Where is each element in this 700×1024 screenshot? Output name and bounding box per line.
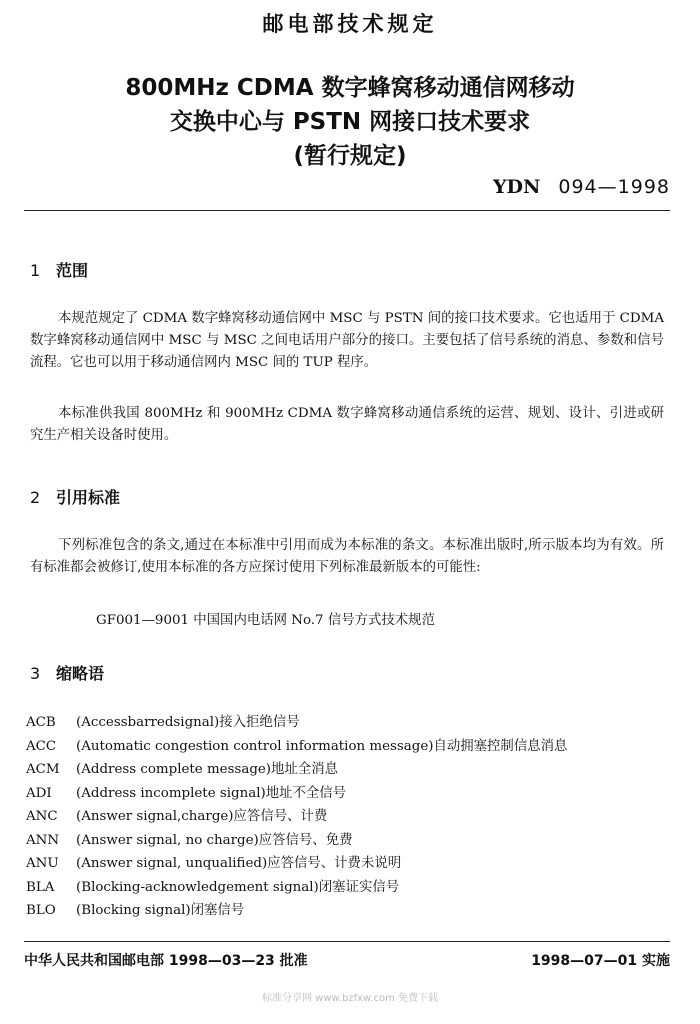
abbreviation-item (26, 758, 567, 782)
section-title: 引用标准 (56, 488, 121, 507)
references-paragraph: 下列标准包含的条文,通过在本标准中引用而成为本标准的条文。本标准出版时,所示版本均为有效。所有标准都会被修订,使用本标准的各方应探讨使用下列标准最新版本的可能性: (30, 538, 664, 575)
document-title-line-1: 800MHz CDMA 数字蜂窝移动通信网移动 (125, 75, 575, 101)
scope-paragraph-2: 本标准供我国 800MHz 和 900MHz CDMA 数字蜂窝移动通信系统的运营、规划、设计、引进或研究生产相关设备时使用。 (30, 406, 664, 443)
referenced-standard: GF001—9001 中国国内电话网 No.7 信号方式技术规范 (96, 613, 435, 628)
abbreviation-definition: (Address incomplete signal)地址不全信号 (76, 785, 347, 801)
footer-divider (24, 941, 670, 942)
abbreviation-item (26, 735, 567, 759)
section-heading-references (30, 485, 120, 508)
abbreviation-definition: (Answer signal, unqualified)应答信号、计费未说明 (76, 856, 402, 871)
section-number: 2 (30, 488, 41, 507)
abbreviation-definition: (Blocking signal)闭塞信号 (76, 903, 245, 918)
document-title-line-3: (暂行规定) (293, 143, 407, 169)
abbreviation-item (26, 876, 567, 900)
header-divider (24, 210, 670, 211)
approval-note: 中华人民共和国邮电部 1998—03—23 批准 (24, 953, 308, 969)
abbreviation-code: BLO (26, 903, 56, 918)
implementation-date: 1998—07—01 实施 (531, 953, 670, 969)
section-heading-abbreviations (30, 661, 104, 684)
abbreviation-definition: (Address complete message)地址全消息 (76, 762, 338, 777)
standard-number-value: 094—1998 (558, 176, 670, 198)
abbreviation-code: ANU (26, 856, 59, 871)
section-heading-scope (30, 258, 88, 281)
abbreviation-list (26, 711, 567, 923)
abbreviation-code: ACC (26, 738, 57, 754)
abbreviation-code: ANN (26, 832, 60, 848)
abbreviation-code: ACM (26, 762, 60, 777)
abbreviation-code: ACB (26, 715, 56, 730)
abbreviation-item (26, 782, 567, 806)
section-number: 1 (30, 261, 41, 280)
section-title: 缩略语 (56, 664, 105, 683)
abbreviation-item (26, 829, 567, 853)
abbreviation-code: BLA (26, 879, 55, 895)
abbreviation-item (26, 852, 567, 876)
document-title-line-2: 交换中心与 PSTN 网接口技术要求 (169, 109, 531, 135)
section-number: 3 (30, 664, 41, 683)
ministry-header: 邮电部技术规定 (262, 12, 438, 36)
abbreviation-code: ANC (26, 809, 58, 824)
watermark: 标准分享网 www.bzfxw.com 免费下载 (262, 993, 438, 1004)
abbreviation-definition: (Automatic congestion control information message)自动拥塞控制信息消息 (76, 738, 568, 754)
abbreviation-definition: (Answer signal, no charge)应答信号、免费 (76, 832, 353, 848)
section-title: 范围 (56, 261, 89, 280)
abbreviation-definition: (Answer signal,charge)应答信号、计费 (76, 809, 328, 824)
standard-number (493, 176, 670, 198)
abbreviation-item (26, 711, 567, 735)
standard-code: YDN (492, 176, 541, 198)
abbreviation-code: ADI (26, 785, 52, 801)
scope-paragraph-1: 本规范规定了 CDMA 数字蜂窝移动通信网中 MSC 与 PSTN 间的接口技术要求。它也适用于 CDMA 数字蜂窝移动通信网中 MSC 与 MSC 之间电话用户部分的接口。主要包括了信号系统的消息、参数和信号流程。它也可以用于移动通信网内 MSC 间的 TUP 程序。 (30, 311, 664, 370)
abbreviation-definition: (Blocking-acknowledgement signal)闭塞证实信号 (76, 879, 400, 895)
abbreviation-item (26, 899, 567, 923)
abbreviation-definition: (Accessbarredsignal)接入拒绝信号 (76, 715, 300, 730)
abbreviation-item (26, 805, 567, 829)
